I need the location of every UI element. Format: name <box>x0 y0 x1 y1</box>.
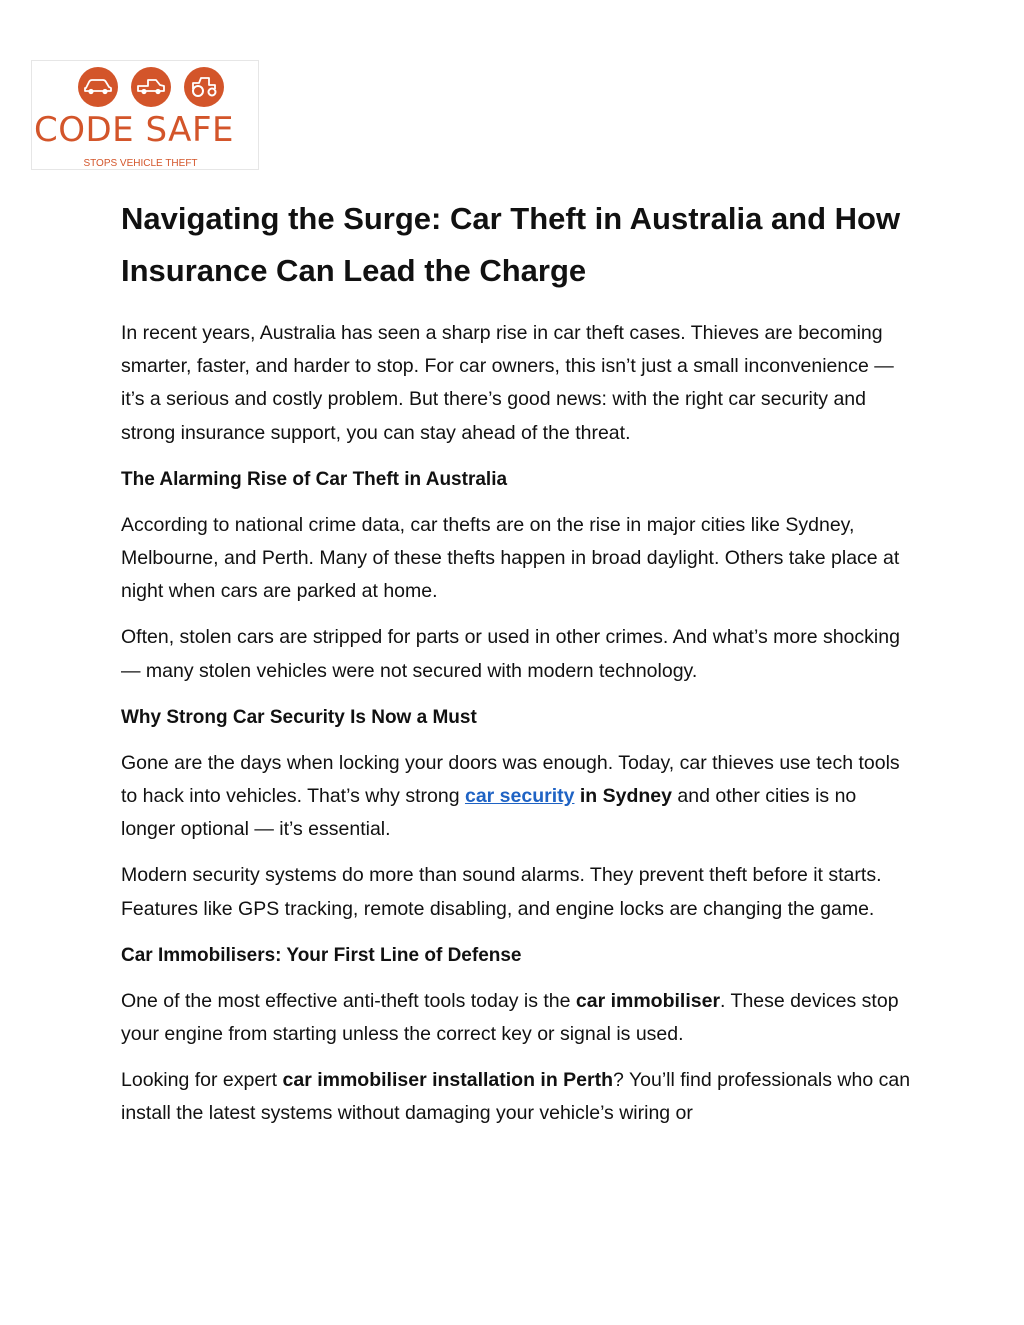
sydney-bold-text: in Sydney <box>574 785 672 808</box>
immobiliser-paragraph-2 <box>121 1064 911 1130</box>
intro-paragraph: In recent years, Australia has seen a sharp rise in car theft cases. Thieves are becoming smarter, faster, and harder to stop. For car owners, this isn’t just a small inconvenience — it’s a serious and costly problem. But there’s good news: with the right car security and strong insurance support, you can stay ahead of the threat. <box>121 322 894 444</box>
immobiliser-text-end: . These devices stop your engine from starting unless the correct key or signal is used. <box>121 989 899 1046</box>
tractor-icon <box>184 67 224 107</box>
article-title: Navigating the Surge: Car Theft in Australia and How Insurance Can Lead the Charge <box>121 201 901 288</box>
code-safe-logo <box>31 60 259 170</box>
logo-icon-row <box>78 67 258 107</box>
section-heading-security: Why Strong Car Security Is Now a Must <box>121 706 477 728</box>
installation-perth-bold: car immobiliser installation in Perth <box>282 1069 614 1092</box>
logo-title: CODE SAFE <box>34 110 234 150</box>
car-icon <box>78 67 118 107</box>
immobiliser-text-start: One of the most effective anti-theft tools today is the <box>121 989 576 1012</box>
security-text-start: Gone are the days when locking your doors was enough. Today, car thieves use tech tools to hack into vehicles. That’s why strong <box>121 751 900 808</box>
car-immobiliser-bold: car immobiliser <box>575 989 721 1012</box>
rise-paragraph-2: Often, stolen cars are stripped for parts or used in other crimes. And what’s more shocking — many stolen vehicles were not secured with modern technology. <box>121 626 900 682</box>
logo-tagline: STOPS VEHICLE THEFT <box>83 158 198 169</box>
ute-icon <box>131 67 171 107</box>
installation-text-start: Looking for expert <box>121 1069 283 1092</box>
immobiliser-paragraph-1 <box>121 985 911 1051</box>
rise-paragraph-1: According to national crime data, car thefts are on the rise in major cities like Sydney, Melbourne, and Perth. Many of these thefts happen in broad daylight. Others take place at night when cars are parked at home. <box>121 513 900 603</box>
security-text-end: and other cities is no longer optional — it’s essential. <box>121 785 857 841</box>
security-paragraph-1 <box>121 747 911 847</box>
security-paragraph-2: Modern security systems do more than sound alarms. They prevent theft before it starts. Features like GPS tracking, remote disabling, and engine locks are changing the game. <box>121 864 882 920</box>
section-heading-rise: The Alarming Rise of Car Theft in Australia <box>121 468 508 490</box>
section-heading-immobilisers: Car Immobilisers: Your First Line of Defense <box>121 944 522 966</box>
installation-text-end: ? You’ll find professionals who can install the latest systems without damaging your vehicle’s wiring or <box>121 1069 911 1125</box>
car-security-link[interactable]: car security <box>464 785 575 808</box>
article-body <box>121 193 911 1144</box>
